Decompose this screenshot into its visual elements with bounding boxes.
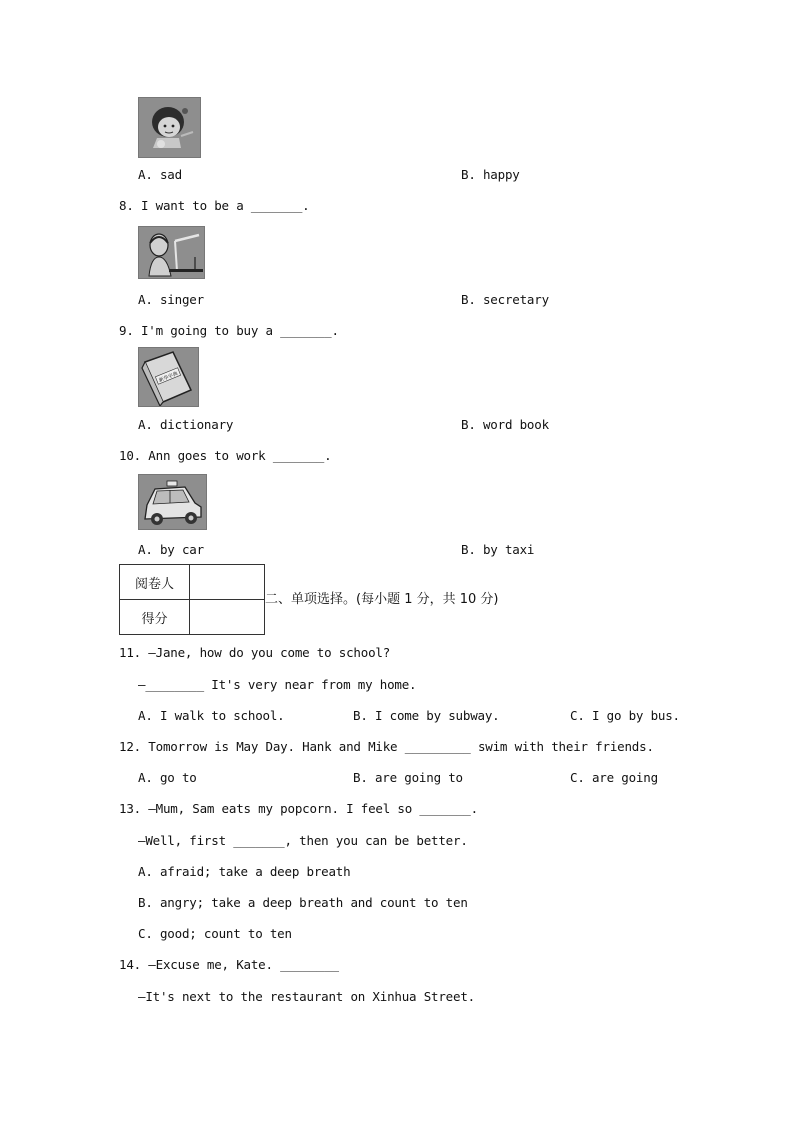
book-title-label: 新华字典	[158, 370, 179, 384]
q9-question: 9. I'm going to buy a _______.	[119, 323, 339, 338]
q10-option-a[interactable]: A. by car	[138, 542, 204, 557]
q10-picture	[138, 474, 207, 530]
q8-picture	[138, 226, 205, 279]
q10-question: 10. Ann goes to work _______.	[119, 448, 332, 463]
q7-picture	[138, 97, 201, 158]
q14-question: 14. —Excuse me, Kate. ________	[119, 957, 339, 972]
girl-face-icon	[139, 98, 200, 157]
q12-option-a[interactable]: A. go to	[138, 770, 197, 785]
q11-option-a[interactable]: A. I walk to school.	[138, 708, 285, 723]
q11-reply: —________ It's very near from my home.	[138, 677, 417, 692]
q7-option-a[interactable]: A. sad	[138, 167, 182, 182]
q13-option-b[interactable]: B. angry; take a deep breath and count to ten	[138, 895, 468, 910]
q8-option-a[interactable]: A. singer	[138, 292, 204, 307]
q10-option-b[interactable]: B. by taxi	[461, 542, 535, 557]
q8-question: 8. I want to be a _______.	[119, 198, 310, 213]
taxi-icon	[139, 475, 206, 529]
q11-option-c[interactable]: C. I go by bus.	[570, 708, 680, 723]
q13-option-c[interactable]: C. good; count to ten	[138, 926, 292, 941]
dictionary-book-icon	[139, 348, 198, 406]
q12-option-b[interactable]: B. are going to	[353, 770, 463, 785]
q8-option-b[interactable]: B. secretary	[461, 292, 549, 307]
q11-question: 11. —Jane, how do you come to school?	[119, 645, 391, 660]
reviewer-label: 阅卷人	[120, 565, 190, 600]
q11-option-b[interactable]: B. I come by subway.	[353, 708, 500, 723]
q7-option-b[interactable]: B. happy	[461, 167, 520, 182]
q12-option-c[interactable]: C. are going	[570, 770, 658, 785]
q9-picture	[138, 347, 199, 407]
score-field[interactable]	[190, 600, 265, 635]
reviewer-field[interactable]	[190, 565, 265, 600]
score-label: 得分	[120, 600, 190, 635]
section-title: 二、单项选择。(每小题 1 分，共 10 分)	[265, 592, 499, 607]
q14-reply: —It's next to the restaurant on Xinhua Street.	[138, 989, 475, 1004]
q13-question: 13. —Mum, Sam eats my popcorn. I feel so _______.	[119, 801, 478, 816]
score-box	[119, 564, 265, 635]
q9-option-a[interactable]: A. dictionary	[138, 417, 234, 432]
secretary-at-desk-icon	[139, 227, 204, 278]
q13-reply: —Well, first _______, then you can be better.	[138, 833, 468, 848]
q13-option-a[interactable]: A. afraid; take a deep breath	[138, 864, 351, 879]
q9-option-b[interactable]: B. word book	[461, 417, 549, 432]
q12-question: 12. Tomorrow is May Day. Hank and Mike _________ swim with their friends.	[119, 739, 654, 754]
